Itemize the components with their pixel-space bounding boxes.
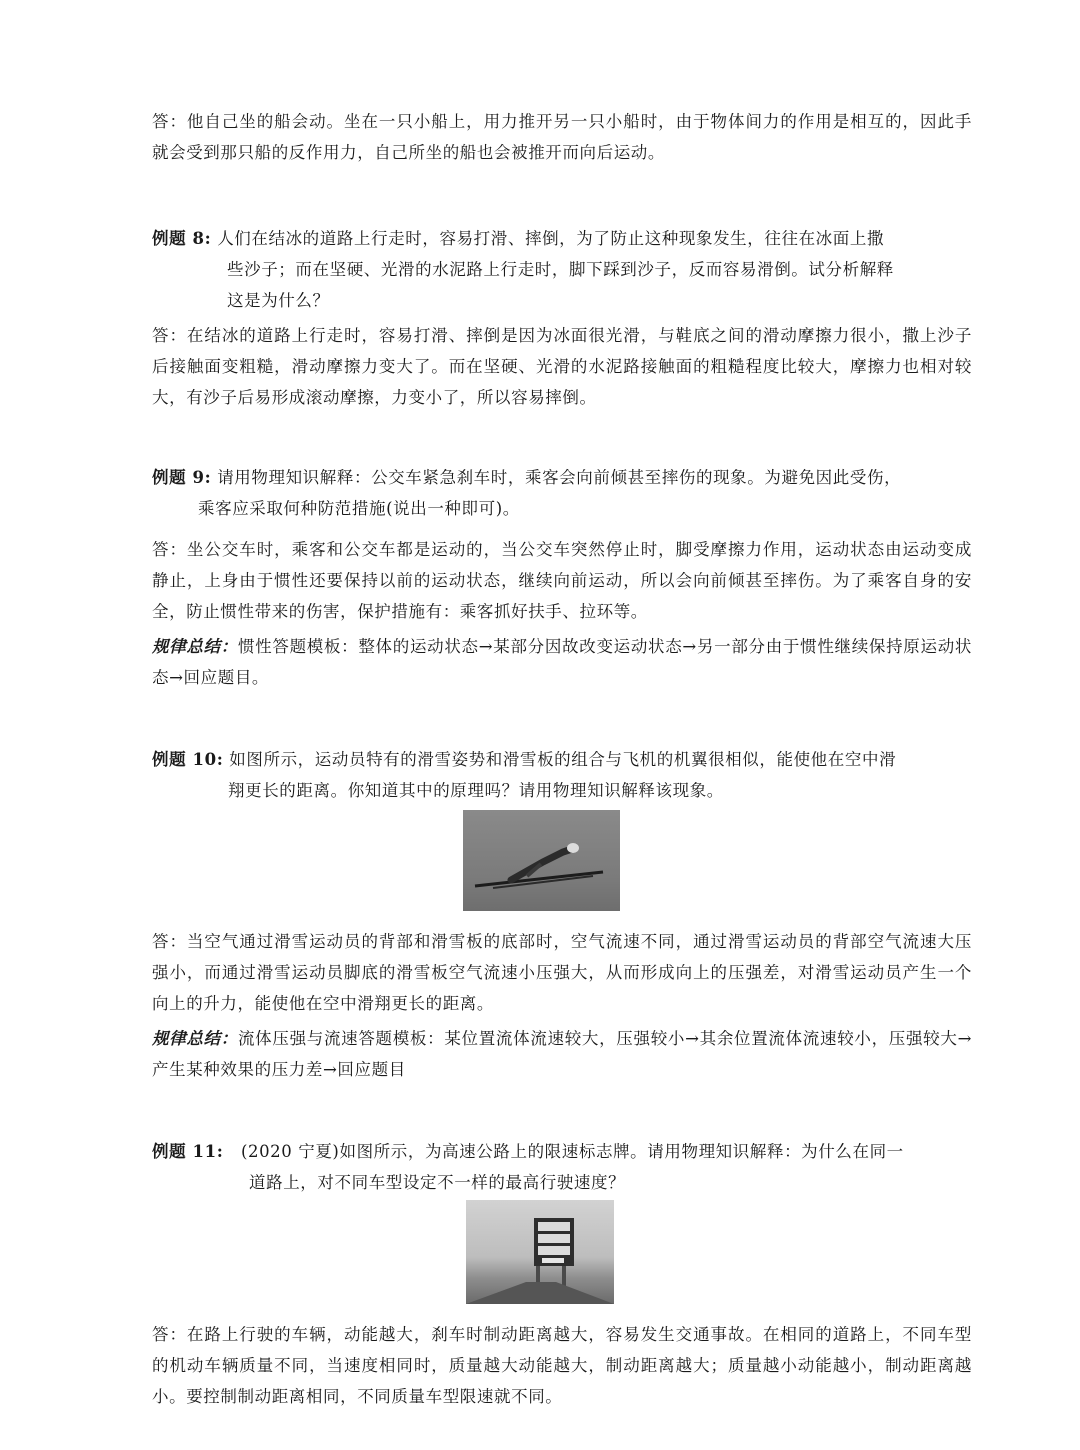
question-11 xyxy=(152,1136,972,1198)
summary-10 xyxy=(152,1023,972,1085)
summary-9 xyxy=(152,631,972,693)
answer-10: 答：当空气通过滑雪运动员的背部和滑雪板的底部时，空气流速不同，通过滑雪运动员的背部空气流速大压强小，而通过滑雪运动员脚底的滑雪板空气流速小压强大，从而形成向上的压强差，对滑雪运动员产生一个向上的升力，能使他在空中滑翔更长的距离。 xyxy=(152,932,972,1013)
question-8 xyxy=(152,223,972,316)
question-11-text2: 道路上，对不同车型设定不一样的最高行驶速度？ xyxy=(249,1173,626,1192)
question-8-text3: 这是为什么？ xyxy=(227,291,330,310)
sign-row-4 xyxy=(542,1258,564,1263)
summary-10-text: 流体压强与流速答题模板：某位置流体流速较大，压强较小→其余位置流体流速较小，压强较大→产生某种效果的压力差→回应题目 xyxy=(152,1029,972,1079)
question-11-text1: (2020 宁夏)如图所示，为高速公路上的限速标志牌。请用物理知识解释：为什么在同一 xyxy=(240,1142,904,1161)
ski-jumper-helmet xyxy=(567,843,579,853)
question-9-text2: 乘客应采取何种防范措施(说出一种即可)。 xyxy=(198,499,520,518)
sign-row-3 xyxy=(538,1246,570,1255)
summary-10-label: 规律总结： xyxy=(152,1029,238,1048)
summary-9-text: 惯性答题模板：整体的运动状态→某部分因故改变运动状态→另一部分由于惯性继续保持原运动状态→回应题目。 xyxy=(152,637,972,687)
question-9-label: 例题 9: xyxy=(152,468,212,487)
ski-board xyxy=(475,872,603,886)
question-9 xyxy=(152,462,972,524)
question-10-text1: 如图所示，运动员特有的滑雪姿势和滑雪板的组合与飞机的机翼很相似，能使他在空中滑 xyxy=(229,750,897,769)
answer-7: 答：他自己坐的船会动。坐在一只小船上，用力推开另一只小船时，由于物体间力的作用是相互的，因此手就会受到那只船的反作用力，自己所坐的船也会被推开而向后运动。 xyxy=(152,112,972,162)
question-9-line1 xyxy=(152,462,972,493)
answer-8: 答：在结冰的道路上行走时，容易打滑、摔倒是因为冰面很光滑，与鞋底之间的滑动摩擦力很小，撒上沙子后接触面变粗糙，滑动摩擦力变大了。而在坚硬、光滑的水泥路接触面的粗糙程度比较大，摩擦力也相对较大，有沙子后易形成滚动摩擦，力变小了，所以容易摔倒。 xyxy=(152,326,972,407)
ski-jumper-illustration xyxy=(463,810,620,911)
question-11-label: 例题 11: xyxy=(152,1142,224,1161)
question-8-line1 xyxy=(152,223,972,254)
question-8-text2: 些沙子；而在坚硬、光滑的水泥路上行走时，脚下踩到沙子，反而容易滑倒。试分析解释 xyxy=(227,260,894,279)
ski-jumper-image xyxy=(463,810,620,911)
answer-9: 答：坐公交车时，乘客和公交车都是运动的，当公交车突然停止时，脚受摩擦力作用，运动状态由运动变成静止，上身由于惯性还要保持以前的运动状态，继续向前运动，所以会向前倾甚至摔伤。为了乘客自身的安全，防止惯性带来的伤害，保护措施有：乘客抓好扶手、拉环等。 xyxy=(152,540,972,621)
question-8-text1: 人们在结冰的道路上行走时，容易打滑、摔倒，为了防止这种现象发生，往往在冰面上撒 xyxy=(217,229,885,248)
speed-limit-sign-illustration xyxy=(466,1200,614,1304)
sign-row-2 xyxy=(538,1234,570,1243)
sign-row-1 xyxy=(538,1222,570,1231)
question-10-text2: 翔更长的距离。你知道其中的原理吗？请用物理知识解释该现象。 xyxy=(228,781,724,800)
question-10-line1 xyxy=(152,744,972,775)
summary-9-label: 规律总结： xyxy=(152,637,238,656)
road xyxy=(466,1282,614,1304)
speed-limit-sign-image xyxy=(466,1200,614,1304)
question-8-label: 例题 8: xyxy=(152,229,212,248)
question-10-label: 例题 10: xyxy=(152,750,224,769)
question-10 xyxy=(152,744,972,806)
question-11-line1 xyxy=(152,1136,972,1167)
question-9-text1: 请用物理知识解释：公交车紧急刹车时，乘客会向前倾甚至摔伤的现象。为避免因此受伤， xyxy=(217,468,902,487)
answer-11: 答：在路上行驶的车辆，动能越大，刹车时制动距离越大，容易发生交通事故。在相同的道路上，不同车型的机动车辆质量不同，当速度相同时，质量越大动能越大，制动距离越大；质量越小动能越小，制动距离越小。要控制制动距离相同，不同质量车型限速就不同。 xyxy=(152,1325,972,1406)
